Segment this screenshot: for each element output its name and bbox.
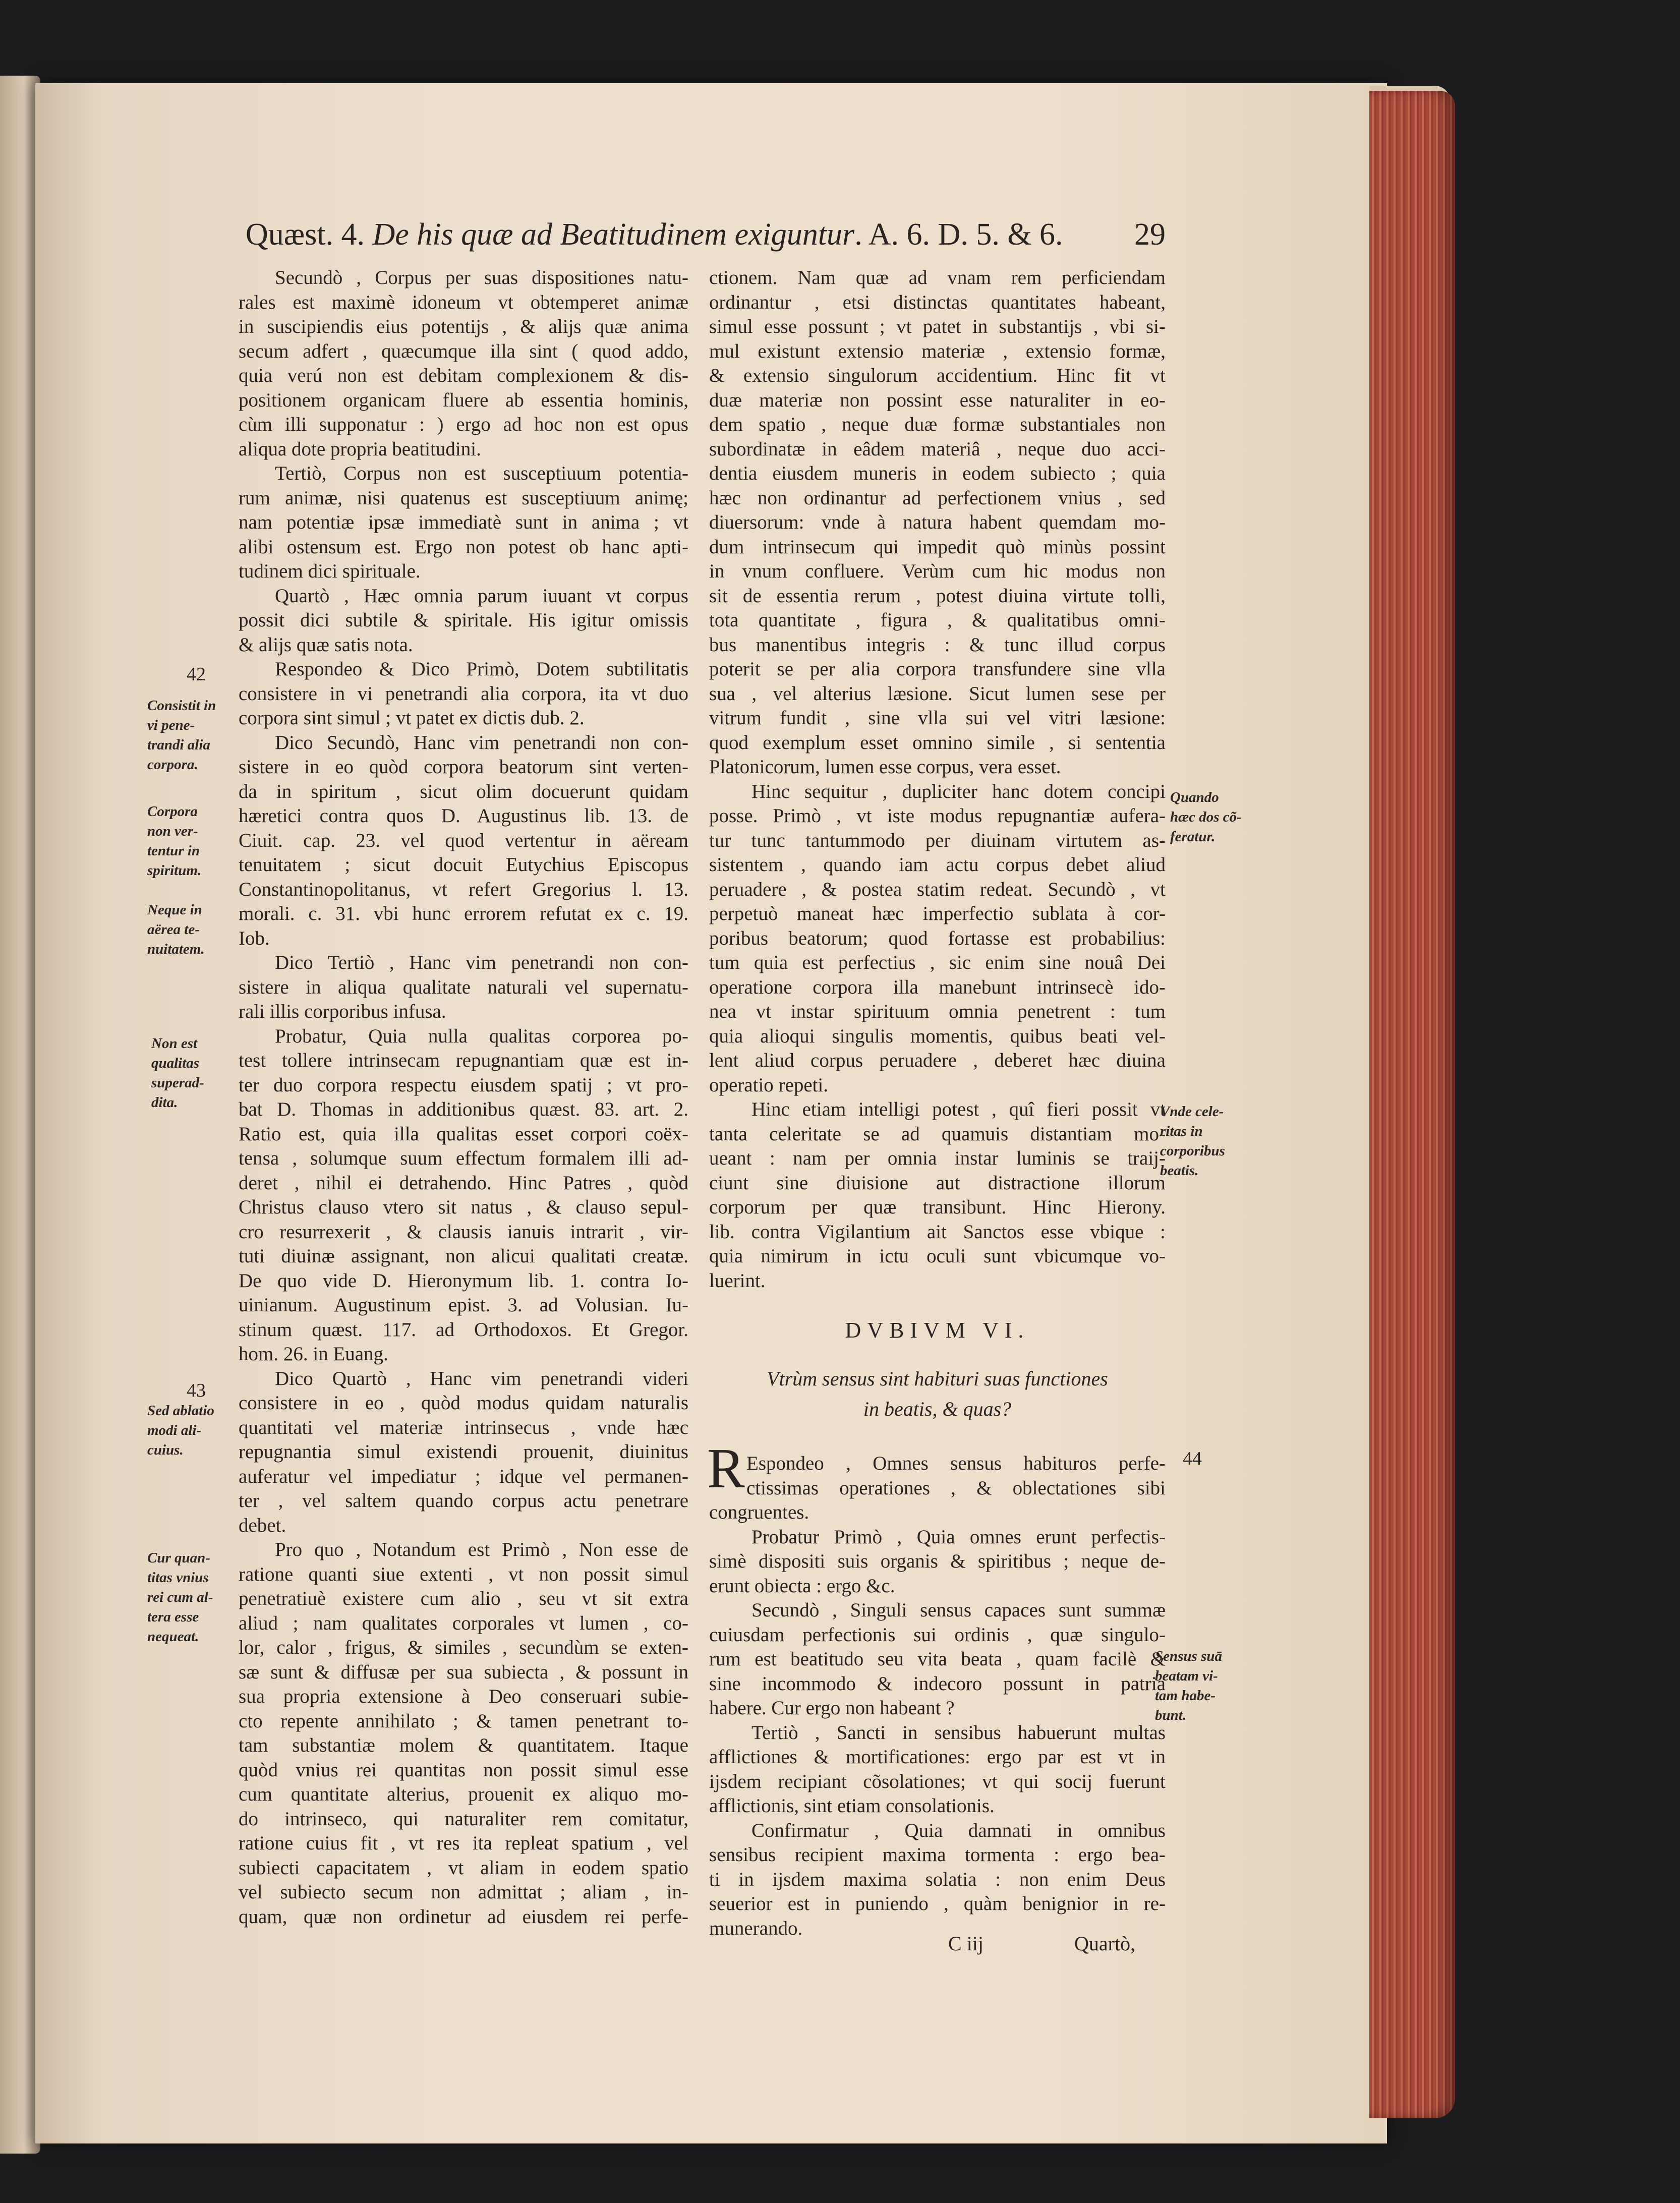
- text-line: alibi ostensum est. Ergo non potest ob hanc apti-: [239, 536, 688, 558]
- text-line: tenuitatem ; sicut docuit Eutychius Episcopus: [239, 854, 688, 876]
- margin-note-line: Neque in: [147, 902, 202, 918]
- text-line: vitrum fundit , sine vlla sui vel vitri læsione:: [709, 707, 1166, 729]
- text-line: quòd vnius rei quantitas non possit simul esse: [239, 1759, 688, 1781]
- text-line: possit dici subtile & spiritale. His igitur omissis: [239, 609, 688, 631]
- text-line: Respondeo & Dico Primò, Dotem subtilitatis: [275, 658, 688, 680]
- text-line: ratione quanti siue extenti , vt non possit simul: [239, 1563, 688, 1585]
- text-line: sine incommodo & indecoro possunt in patria: [709, 1672, 1166, 1695]
- text-line: nea vt instar spirituum omnia penetrent : tum: [709, 1001, 1166, 1022]
- text-line: in suscipiendis eius potentijs , & alijs quæ anima: [239, 316, 688, 337]
- text-line: cuiusdam perfectionis sui ordinis , quæ singulo-: [709, 1624, 1166, 1646]
- margin-note-line: dita.: [151, 1094, 178, 1111]
- text-line: lent aliud corpus peruadere , deberet hæc diuina: [709, 1050, 1166, 1071]
- margin-note-line: vi pene-: [147, 717, 195, 733]
- text-line: ordinantur , etsi distinctas quantitates habeant,: [709, 291, 1166, 313]
- text-line: Constantinopolitanus, vt refert Gregorius l. 13.: [239, 878, 688, 900]
- text-line: tanta celeritate se ad quamuis distantiam mo-: [709, 1123, 1166, 1145]
- margin-note-line: spiritum.: [147, 862, 202, 879]
- text-line: subordinatæ in eâdem materiâ , neque duo acci-: [709, 438, 1166, 460]
- margin-note-line: aërea te-: [147, 921, 200, 938]
- section-subtitle-line: Vtrùm sensus sint habituri suas functiones: [767, 1367, 1108, 1390]
- text-line: sensibus recipient maxima tormenta : ergo bea-: [709, 1844, 1166, 1866]
- margin-note: [147, 900, 205, 959]
- red-page-edges: [1369, 91, 1455, 2118]
- margin-note-line: nequeat.: [147, 1629, 199, 1645]
- margin-note-line: beatis.: [1160, 1163, 1199, 1179]
- text-line: rales est maximè idoneum vt obtemperet animæ: [239, 291, 688, 313]
- margin-note: [1155, 1647, 1222, 1725]
- text-line: poterit se per alia corpora transfundere sine vlla: [709, 658, 1166, 680]
- text-line: vel subiecto secum non admittat ; aliam , in-: [239, 1881, 688, 1903]
- margin-paragraph-number: 44: [1183, 1448, 1202, 1469]
- text-line: tensa , solumque suum effectum formalem illi ad-: [239, 1147, 688, 1169]
- text-line: tur tunc tantummodo per diuinam virtutem as-: [709, 829, 1166, 851]
- text-line: sistere in eo quòd corpora beatorum sint verten-: [239, 756, 688, 778]
- margin-note: [147, 1401, 214, 1460]
- text-line: Dico Tertiò , Hanc vim penetrandi non con-: [275, 952, 688, 973]
- margin-note-line: modi ali-: [147, 1422, 202, 1438]
- text-line: sua , vel alterius læsione. Sicut lumen sese per: [709, 682, 1166, 705]
- text-line: luerint.: [709, 1269, 766, 1292]
- margin-note-line: Non est: [151, 1035, 198, 1052]
- text-line: lor, calor , frigus, & similes , secundùm se exten-: [239, 1637, 688, 1658]
- text-line: Iob.: [239, 927, 270, 949]
- margin-note: [147, 696, 216, 775]
- text-line: rum est beatitudo seu vita beata , quam facilè &: [709, 1648, 1166, 1670]
- text-line: Secundò , Singuli sensus capaces sunt summæ: [751, 1599, 1166, 1621]
- text-line: Ratio est, quia illa qualitas esset corpori coëx-: [239, 1123, 688, 1145]
- text-line: habere. Cur ergo non habeant ?: [709, 1697, 955, 1719]
- drop-cap: R: [707, 1437, 745, 1500]
- text-line: mul existunt extensio materiæ , extensio formæ,: [709, 340, 1166, 362]
- page-number: 29: [1134, 217, 1166, 252]
- margin-note-line: tera esse: [147, 1609, 199, 1625]
- text-line: posse. Primò , vt iste modus repugnantiæ aufera-: [709, 805, 1166, 827]
- text-line: ter duo corpora respectu eiusdem spatij ; vt pro-: [239, 1074, 688, 1096]
- text-line: Ciuit. cap. 23. vel quod vertentur in aëream: [239, 829, 688, 851]
- text-line: cum quantitate alterius, prouenit ex aliquo mo-: [239, 1783, 688, 1805]
- text-line: repugnantia simul existendi prouenit, diuinitus: [239, 1441, 688, 1463]
- text-line: simul esse possunt ; vt patet in substantijs , vbi si-: [709, 316, 1166, 337]
- text-line: positionem organicam fluere ab essentia hominis,: [239, 389, 688, 411]
- margin-note-line: corpora.: [147, 757, 198, 773]
- text-line: quantitati vel materiæ intrinsecus , vnde hæc: [239, 1416, 688, 1438]
- text-line: hom. 26. in Euang.: [239, 1343, 388, 1365]
- text-line: ctionem. Nam quæ ad vnam rem perficiendam: [709, 267, 1166, 288]
- margin-note-line: Quando: [1170, 789, 1219, 805]
- text-line: bat D. Thomas in additionibus quæst. 83. art. 2.: [239, 1098, 688, 1120]
- margin-note-line: cuius.: [147, 1442, 184, 1458]
- text-line: ctissimas operationes , & oblectationes sibi: [746, 1477, 1166, 1499]
- margin-note: [151, 1034, 204, 1113]
- text-line: ter , vel saltem quando corpus actu penetrare: [239, 1490, 688, 1512]
- text-line: cto repente annihilato ; & tamen penetrant to-: [239, 1710, 688, 1732]
- margin-note-line: bunt.: [1155, 1707, 1187, 1723]
- text-line: aliud ; nam qualitates corporales vt lumen , co-: [239, 1612, 688, 1634]
- running-header: [246, 217, 1166, 257]
- text-line: consistere in vi penetrandi alia corpora, ita vt duo: [239, 682, 688, 705]
- text-line: penetratiuè existere cum alio , seu vt sit extra: [239, 1588, 688, 1609]
- text-line: perpetuò maneat hæc imperfectio sublata à cor-: [709, 903, 1166, 924]
- margin-note-line: Consistit in: [147, 698, 216, 714]
- text-line: tam substantiæ molem & quantitatem. Itaque: [239, 1734, 688, 1756]
- text-line: poribus beatorum; quod fortasse est probabilius:: [709, 927, 1166, 949]
- text-line: rali illis corporibus infusa.: [239, 1001, 446, 1022]
- margin-note-line: ritas in: [1160, 1123, 1203, 1139]
- text-line: corpora sint simul ; vt patet ex dictis dub. 2.: [239, 707, 585, 729]
- text-line: sit de essentia rerum , potest diuina virtute tolli,: [709, 585, 1166, 607]
- margin-note-line: titas vnius: [147, 1570, 209, 1586]
- text-line: dentia eiusdem muneris in eodem subiecto ; quia: [709, 462, 1166, 484]
- text-line: Quartò , Hæc omnia parum iuuant vt corpus: [275, 585, 688, 607]
- margin-note-line: tentur in: [147, 843, 200, 859]
- text-line: auferatur vel impediatur ; idque vel permanen-: [239, 1465, 688, 1487]
- text-line: consistere in eo , quòd modus quidam naturalis: [239, 1392, 688, 1414]
- text-line: sistentem , quando iam actu corpus debet aliud: [709, 854, 1166, 876]
- text-line: quam, quæ non ordinetur ad eiusdem rei perfe-: [239, 1905, 688, 1928]
- text-line: tum quia est perfectius , sic enim sine nouâ Dei: [709, 952, 1166, 973]
- text-line: Espondeo , Omnes sensus habituros perfe-: [746, 1453, 1166, 1474]
- text-line: aliqua dote propria beatitudini.: [239, 438, 481, 460]
- text-line: morali. c. 31. vbi hunc errorem refutat ex c. 19.: [239, 903, 688, 924]
- text-line: ueant : nam per omnia instar luminis se traij-: [709, 1147, 1166, 1169]
- margin-note: [1160, 1102, 1225, 1181]
- text-line: munerando.: [709, 1917, 803, 1939]
- text-line: Secundò , Corpus per suas dispositiones natu-: [275, 267, 688, 288]
- text-line: nam potentiæ ipsæ immediatè sunt in anima ; vt: [239, 511, 688, 533]
- text-line: simè dispositi suis organis & spiritibus ; neque de-: [709, 1550, 1166, 1572]
- text-line: dem spatio , neque duæ formæ substantiales non: [709, 414, 1166, 435]
- margin-note-line: beatam vi-: [1155, 1668, 1218, 1684]
- header-title: De his quæ ad Beatitudinem exiguntur: [372, 217, 855, 252]
- text-line: ciunt sine diuisione aut distractione illorum: [709, 1172, 1166, 1194]
- margin-note-line: hæc dos cõ-: [1170, 809, 1242, 825]
- text-line: afflictionis, sint etiam consolationis.: [709, 1795, 995, 1817]
- text-line: sæ sunt & diffusæ per sua subiecta , & possunt in: [239, 1661, 688, 1683]
- text-line: Tertiò , Sancti in sensibus habuerunt multas: [751, 1721, 1166, 1744]
- text-line: corporum per quæ transibunt. Hinc Hierony.: [709, 1196, 1166, 1218]
- margin-note-line: Cur quan-: [147, 1550, 210, 1566]
- text-line: Dico Quartò , Hanc vim penetrandi videri: [275, 1367, 688, 1389]
- margin-note-line: rei cum al-: [147, 1589, 213, 1605]
- text-line: quia verú non est debitam complexionem & dis-: [239, 365, 688, 386]
- catchword: Quartò,: [1074, 1932, 1136, 1955]
- text-line: deret , nihil ei detrahendo. Hinc Patres , quòd: [239, 1172, 688, 1194]
- margin-note: [1170, 788, 1242, 847]
- text-line: tuti diuinæ assignant, non alicui qualitati creatæ.: [239, 1245, 688, 1267]
- text-line: Tertiò, Corpus non est susceptiuum potentia-: [275, 462, 688, 484]
- text-line: Confirmatur , Quia damnati in omnibus: [751, 1819, 1166, 1841]
- text-line: rum animæ, nisi quatenus est susceptiuum animę;: [239, 487, 688, 509]
- text-line: peruadere , & postea statim redeat. Secundò , vt: [709, 878, 1166, 900]
- header-question: Quæst. 4.: [246, 217, 365, 252]
- text-line: cro resurrexerit , & clausis ianuis intrarit , vir-: [239, 1221, 688, 1243]
- text-line: & alijs quæ satis nota.: [239, 633, 413, 656]
- text-line: hæc non ordinantur ad perfectionem vnius , sed: [709, 487, 1166, 509]
- margin-note: [147, 802, 201, 881]
- text-line: Dico Secundò, Hanc vim penetrandi non con-: [275, 731, 688, 753]
- margin-note-line: Vnde cele-: [1160, 1104, 1224, 1120]
- text-line: secum adfert , quæcumque illa sint ( quod addo,: [239, 340, 688, 362]
- text-line: dum intrinsecum qui impedit quò minùs possint: [709, 536, 1166, 558]
- text-line: uinianum. Augustinum epist. 3. ad Volusian. Iu-: [239, 1294, 688, 1316]
- text-line: duæ materiæ non possint esse naturaliter in eo-: [709, 389, 1166, 411]
- text-line: & extensio singulorum accidentium. Hinc fit vt: [709, 365, 1166, 386]
- text-line: congruentes.: [709, 1501, 809, 1523]
- margin-note-line: corporibus: [1160, 1143, 1225, 1159]
- text-line: Hinc etiam intelligi potest , quî fieri possit vt: [751, 1098, 1166, 1120]
- margin-note-line: qualitas: [151, 1055, 200, 1071]
- text-line: ijsdem recipiant cõsolationes; vt qui socij fuerunt: [709, 1770, 1166, 1792]
- section-subtitle-line: in beatis, & quas?: [863, 1398, 1012, 1420]
- margin-paragraph-number: 43: [187, 1380, 206, 1401]
- text-line: quia alioqui singulis momentis, quibus beati vel-: [709, 1025, 1166, 1047]
- text-line: Pro quo , Notandum est Primò , Non esse de: [275, 1539, 688, 1560]
- text-line: subiecti capacitatem , vt aliam in eodem spatio: [239, 1857, 688, 1879]
- margin-note: [147, 1548, 213, 1647]
- margin-note-line: tam habe-: [1155, 1688, 1216, 1704]
- text-line: De quo vide D. Hieronymum lib. 1. contra Io-: [239, 1269, 688, 1292]
- text-line: quod exemplum esset omnino simile , si sententia: [709, 731, 1166, 753]
- text-line: cùm illi supponatur : ) ergo ad hoc non est opus: [239, 414, 688, 435]
- margin-note-line: Corpora: [147, 803, 198, 820]
- text-line: quia nimirum in ictu oculi sunt vbicumque vo-: [709, 1245, 1166, 1267]
- text-line: sua propria extensione à Deo conseruari subie-: [239, 1686, 688, 1707]
- text-line: in vnum confluere. Verùm cum hic modus non: [709, 560, 1166, 582]
- text-line: ti in ijsdem maxima solatia : non enim Deus: [709, 1868, 1166, 1890]
- text-line: lib. contra Vigilantium ait Sanctos esse vbique :: [709, 1221, 1166, 1243]
- text-line: diuersorum: vnde à natura habent quemdam mo-: [709, 511, 1166, 533]
- section-heading: DVBIVM VI.: [845, 1318, 1030, 1343]
- text-line: bus manentibus integris : & tunc illud corpus: [709, 633, 1166, 656]
- text-line: erunt obiecta : ergo &c.: [709, 1575, 895, 1597]
- margin-paragraph-number: 42: [187, 664, 206, 685]
- margin-note-line: non ver-: [147, 823, 198, 839]
- text-line: operatio repeti.: [709, 1074, 829, 1096]
- text-line: tudinem dici spirituale.: [239, 560, 421, 582]
- margin-note-line: feratur.: [1170, 829, 1215, 845]
- text-line: debet.: [239, 1514, 286, 1536]
- text-line: operatione corpora illa manebunt intrinsecè ido-: [709, 976, 1166, 998]
- margin-note-line: trandi alia: [147, 737, 210, 753]
- signature-mark: C iij: [948, 1932, 984, 1955]
- text-line: seuerior est in puniendo , quàm benignior in re-: [709, 1893, 1166, 1915]
- text-line: sistere in aliqua qualitate naturali vel supernatu-: [239, 976, 688, 998]
- margin-note-line: Sensus suā: [1155, 1648, 1222, 1664]
- text-line: ratione cuius fit , vt res ita repleat spatium , vel: [239, 1832, 688, 1854]
- text-line: do intrinseco, qui naturaliter rem comitatur,: [239, 1808, 688, 1830]
- text-line: da in spiritum , sicut olim docuerunt quidam: [239, 780, 688, 802]
- margin-note-line: nuitatem.: [147, 941, 205, 957]
- text-line: Probatur, Quia nulla qualitas corporea po-: [275, 1025, 688, 1047]
- text-line: tota quantitate , figura , & qualitatibus omni-: [709, 609, 1166, 631]
- text-line: Probatur Primò , Quia omnes erunt perfectis-: [751, 1526, 1166, 1548]
- text-line: Platonicorum, lumen esse corpus, vera esset.: [709, 756, 1061, 778]
- margin-note-line: superad-: [151, 1075, 204, 1091]
- facing-page-edge: [0, 76, 40, 2154]
- text-line: Christus clauso vtero sit natus , & clauso sepul-: [239, 1196, 688, 1218]
- text-line: test tollere intrinsecam repugnantiam quæ est in-: [239, 1050, 688, 1071]
- text-line: afflictiones & mortificationes: ergo par est vt in: [709, 1746, 1166, 1768]
- text-line: Hinc sequitur , dupliciter hanc dotem concipi: [751, 780, 1166, 802]
- text-line: stinum quæst. 117. ad Orthodoxos. Et Gregor.: [239, 1318, 688, 1341]
- header-ref: . A. 6. D. 5. & 6.: [854, 217, 1063, 252]
- text-line: hæretici contra quos D. Augustinus lib. 13. de: [239, 805, 688, 827]
- margin-note-line: Sed ablatio: [147, 1403, 214, 1419]
